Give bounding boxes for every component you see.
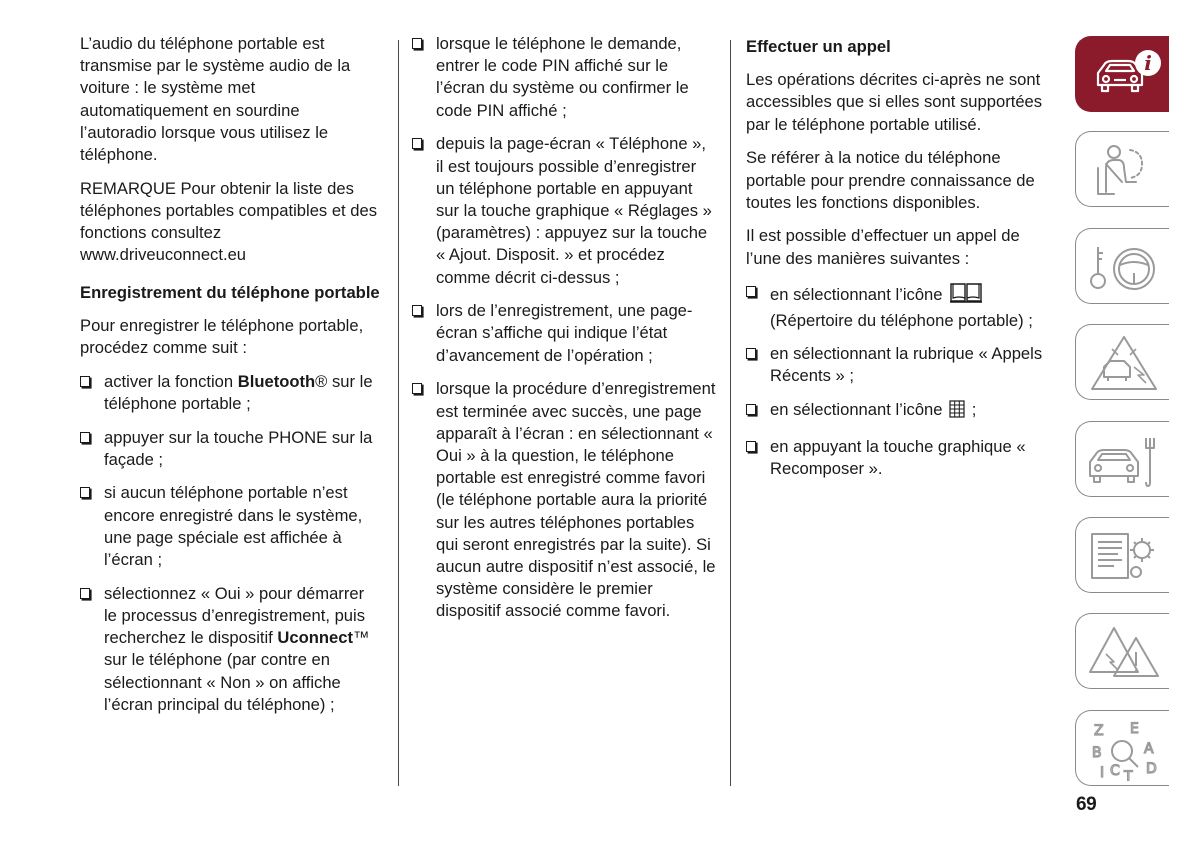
alphabetical-index-icon (1084, 717, 1164, 781)
checkbox-bullet-icon (746, 404, 756, 415)
index-letter-t: T (1124, 769, 1133, 781)
tab-emergency[interactable] (1075, 324, 1169, 400)
index-letter-z: Z (1094, 723, 1104, 739)
car-info-icon (1084, 43, 1164, 107)
text-column-3 (746, 33, 1058, 492)
paragraph-remark: REMARQUE Pour obtenir la liste des téléphones portables compatibles et des fonctions consultez www.driveuconnect.eu (80, 178, 378, 265)
index-letter-b: B (1092, 745, 1102, 761)
svg-text:i: i (1144, 51, 1152, 75)
list-item: en appuyant la touche graphique « Recomposer ». (746, 436, 1058, 480)
list-item: depuis la page-écran « Téléphone », il est toujours possible d’enregistrer un téléphone portable en appuyant sur la touche graphique « Réglages » (paramètres) : appuyez sur la touche « Ajout. Disposit. » et procédez comme décrit ci-dessus ; (412, 133, 717, 288)
list-item: en sélectionnant l’icône (Répertoire du téléphone portable) ; (746, 281, 1058, 331)
checkbox-bullet-icon (80, 487, 90, 498)
keypad-icon (949, 400, 965, 424)
list-item: appuyer sur la touche PHONE sur la façade ; (80, 427, 380, 471)
phonebook-icon (949, 281, 983, 309)
paragraph: L’audio du téléphone portable est transmise par le système audio de la voiture : le système met automatiquement en sourdine l’autoradio lorsque vous utilisez le téléphone. (80, 34, 351, 165)
airbag-seatbelt-icon (1084, 138, 1164, 202)
list-item: lorsque la procédure d’enregistrement est terminée avec succès, une page apparaît à l’écran : en sélectionnant « Oui » à la question, le téléphone portable est enregistré comme favori (le téléphone portable aura la priorité sur les autres téléphones portables qui seront enregistrés par la suite). Si aucun autre dispositif n’est associé, le système considère le premier dispositif associé comme favori. (412, 378, 717, 622)
list-item: si aucun téléphone portable n’est encore enregistré dans le système, une page spéciale est affichée à l’écran ; (80, 482, 380, 571)
tab-warnings[interactable] (1075, 613, 1169, 689)
checkbox-bullet-icon (412, 383, 422, 394)
checkbox-bullet-icon (80, 432, 90, 443)
paragraph: Pour enregistrer le téléphone portable, procédez comme suit : (80, 315, 364, 357)
checkbox-bullet-icon (80, 588, 90, 599)
technical-data-icon (1084, 524, 1164, 588)
text-column-1 (80, 33, 380, 727)
list-item: en sélectionnant l’icône ; (746, 399, 1058, 424)
column-divider (730, 40, 731, 786)
section-heading: Enregistrement du téléphone portable (80, 282, 380, 302)
list-item: lors de l’enregistrement, une page-écran s’affiche qui indique l’état d’avancement de l’opération ; (412, 300, 717, 367)
checkbox-bullet-icon (412, 38, 422, 49)
list-item: en sélectionnant la rubrique « Appels Récents » ; (746, 343, 1058, 387)
text-column-2 (412, 33, 717, 634)
tab-safety[interactable] (1075, 131, 1169, 207)
checkbox-bullet-icon (746, 441, 756, 452)
column-divider (398, 40, 399, 786)
list-item: lorsque le téléphone le demande, entrer le code PIN affiché sur le l’écran du système ou confirmer le code PIN affiché ; (412, 33, 717, 122)
steering-key-icon (1084, 235, 1164, 299)
tab-technical-data[interactable] (1075, 517, 1169, 593)
car-maintenance-icon (1084, 428, 1164, 492)
paragraph: Se référer à la notice du téléphone portable pour prendre connaissance de toutes les fonctions disponibles. (746, 148, 1035, 212)
checkbox-bullet-icon (746, 348, 756, 359)
index-letter-i: I (1100, 765, 1105, 781)
index-letter-e: E (1130, 721, 1139, 737)
checkbox-bullet-icon (412, 138, 422, 149)
checkbox-bullet-icon (746, 286, 756, 297)
emergency-warning-triangle-icon (1084, 331, 1164, 395)
page-number: 69 (1076, 794, 1097, 815)
index-letter-d: D (1146, 761, 1157, 777)
list-item: sélectionnez « Oui » pour démarrer le processus d’enregistrement, puis recherchez le dispositif Uconnect™ sur le téléphone (par contre en sélectionnant « Non » on affiche l’écran principal du téléphone) ; (80, 583, 380, 716)
tab-index[interactable] (1075, 710, 1169, 786)
section-heading: Effectuer un appel (746, 37, 891, 56)
checkbox-bullet-icon (80, 376, 90, 387)
index-letter-c: C (1110, 763, 1120, 779)
paragraph: Il est possible d’effectuer un appel de l’une des manières suivantes : (746, 226, 1020, 268)
tab-starting-driving[interactable] (1075, 228, 1169, 304)
list-item: activer la fonction Bluetooth® sur le téléphone portable ; (80, 371, 380, 415)
checkbox-bullet-icon (412, 305, 422, 316)
paragraph: Les opérations décrites ci-après ne sont accessibles que si elles sont supportées par le téléphone portable utilisé. (746, 70, 1043, 134)
warning-signs-icon (1084, 620, 1164, 684)
tab-maintenance[interactable] (1075, 421, 1169, 497)
tab-car-info[interactable] (1075, 36, 1169, 112)
index-letter-a: A (1144, 741, 1154, 757)
